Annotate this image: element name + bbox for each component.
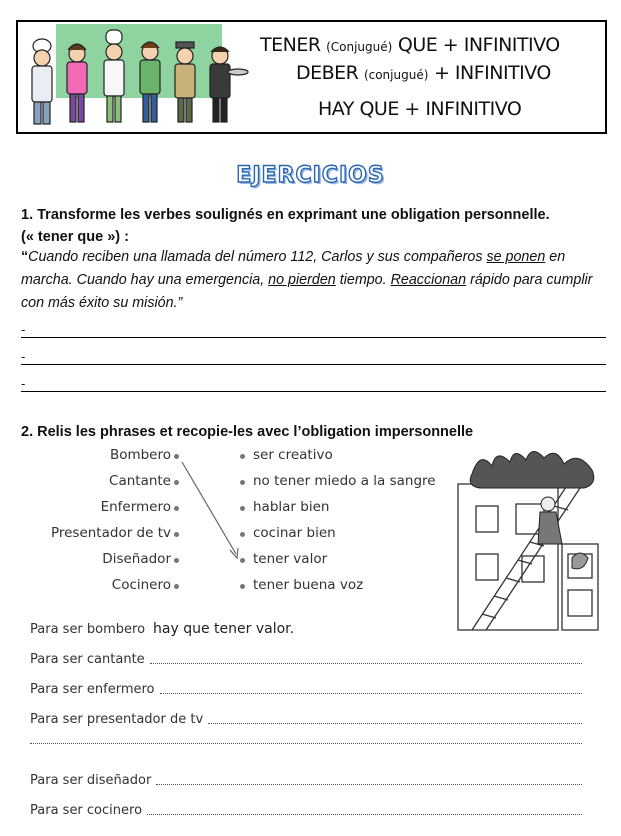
header-deber: DEBER bbox=[296, 62, 359, 84]
header-conjugue-1: (Conjugué) bbox=[326, 40, 393, 54]
sentence-row-6[interactable] bbox=[30, 773, 582, 788]
sentence-row-5[interactable] bbox=[30, 742, 582, 747]
underlined-verb-1: se ponen bbox=[486, 249, 546, 265]
sentence-row-4[interactable] bbox=[30, 712, 582, 727]
sentence-row-2[interactable] bbox=[30, 652, 582, 667]
match-left-1: Bombero bbox=[109, 447, 171, 463]
match-right-3: hablar bien bbox=[253, 499, 330, 515]
answer-line-3[interactable] bbox=[21, 377, 606, 392]
para-text-2: en marcha. Cuando hay una emergencia, bbox=[21, 249, 566, 288]
match-right-5: tener valor bbox=[253, 551, 328, 567]
sentence-answer-example: hay que tener valor. bbox=[153, 621, 295, 637]
match-left-4: Presentador de tv bbox=[50, 525, 171, 541]
match-right-1: ser creativo bbox=[253, 447, 333, 463]
exercise1-instruction-line1: 1. Transforme les verbes soulignés en exprimant une obligation personnelle. bbox=[21, 207, 550, 223]
sentence-prefix: Para ser enfermero bbox=[30, 682, 155, 697]
exercise1-instruction-line2: (« tener que ») : bbox=[21, 229, 129, 245]
para-text-4: rápido para cumplir con más éxito su misión.” bbox=[21, 272, 593, 311]
sentence-row-3[interactable] bbox=[30, 682, 582, 697]
dotted-answer-line[interactable] bbox=[208, 722, 582, 724]
header-line-2 bbox=[296, 62, 551, 84]
match-left-3: Enfermero bbox=[100, 499, 171, 515]
header-line-1 bbox=[260, 34, 560, 56]
dotted-answer-line[interactable] bbox=[30, 742, 582, 744]
answer-line-dash: - bbox=[21, 376, 26, 391]
header-conjugue-2: (conjugué) bbox=[363, 68, 429, 82]
sentence-prefix: Para ser cantante bbox=[30, 652, 145, 667]
dotted-answer-line[interactable] bbox=[156, 783, 582, 785]
answer-line-dash: - bbox=[21, 322, 26, 337]
firefighter-illustration bbox=[452, 444, 604, 634]
sentence-prefix: Para ser diseñador bbox=[30, 773, 152, 788]
match-left-2: Cantante bbox=[109, 473, 171, 489]
sentence-row-7[interactable] bbox=[30, 803, 582, 818]
sentence-prefix: Para ser cocinero bbox=[30, 803, 143, 818]
sentence-row-1[interactable] bbox=[30, 621, 582, 637]
dotted-answer-line[interactable] bbox=[147, 813, 582, 815]
chefs-illustration bbox=[22, 24, 252, 130]
exercises-title: EJERCICIOS bbox=[236, 163, 385, 188]
answer-line-1[interactable] bbox=[21, 323, 606, 338]
match-connector-arrow bbox=[170, 450, 250, 570]
header-infinitivo: + INFINITIVO bbox=[433, 62, 551, 84]
match-dot-right bbox=[240, 584, 245, 589]
match-left-6: Cocinero bbox=[111, 577, 171, 593]
exercise2-instruction: 2. Relis les phrases et recopie-les avec l’obligation impersonnelle bbox=[21, 424, 474, 440]
match-right-2: no tener miedo a la sangre bbox=[253, 473, 436, 489]
match-dot-left bbox=[174, 584, 179, 589]
quote-mark: “ bbox=[21, 249, 29, 265]
dotted-answer-line[interactable] bbox=[160, 692, 582, 694]
para-text-3: tiempo. bbox=[335, 272, 391, 288]
para-text-1: Cuando reciben una llamada del número 112, Carlos y sus compañeros bbox=[28, 249, 487, 265]
header-que-infinitivo: QUE + INFINITIVO bbox=[397, 34, 560, 56]
match-right-6: tener buena voz bbox=[253, 577, 364, 593]
sentence-prefix: Para ser bombero bbox=[30, 622, 146, 637]
dotted-answer-line[interactable] bbox=[150, 662, 582, 664]
underlined-verb-2: no pierden bbox=[268, 272, 336, 288]
header-line-3: HAY QUE + INFINITIVO bbox=[318, 98, 522, 120]
sentence-prefix: Para ser presentador de tv bbox=[30, 712, 204, 727]
answer-line-dash: - bbox=[21, 349, 26, 364]
exercise1-paragraph bbox=[21, 246, 609, 315]
match-left-5: Diseñador bbox=[102, 551, 171, 567]
match-right-4: cocinar bien bbox=[253, 525, 336, 541]
answer-line-2[interactable] bbox=[21, 350, 606, 365]
underlined-verb-3: Reaccionan bbox=[390, 272, 467, 288]
header-tener: TENER bbox=[260, 34, 321, 56]
